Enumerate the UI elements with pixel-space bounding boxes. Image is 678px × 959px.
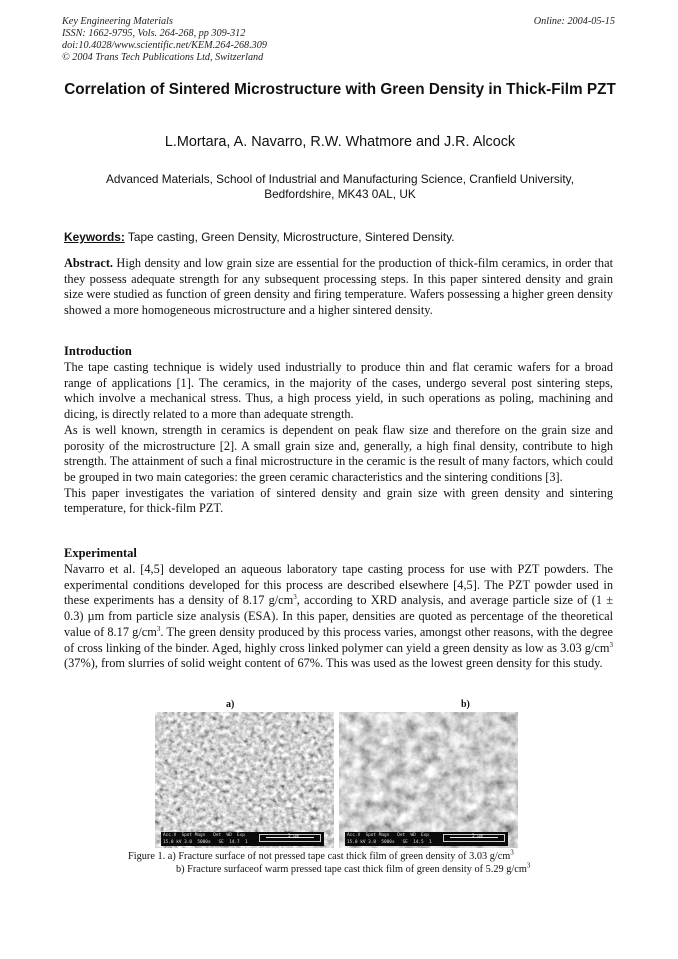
- paragraph: Navarro et al. [4,5] developed an aqueous laboratory tape casting process for use with PZT powders. The experimental conditions developed for this process are described elsewhere [4,5]. The PZT powder used in these experiments has a density of 8.17 $g/cm^3$, according to XRD analysis, and average particle size of (1 ± 0.3) µm from particle size analysis (ESA). In this paper, densities are quoted as percentage of the theoretical value of 8.17 $g/cm^3$. The green density produced by this process varies, amongst other reasons, with the degree of cross linking of the binder. Aged, highly cross linked polymer can yield a green density as low as 3.03 $g/cm^3$ (37%), from slurries of solid weight content of 67%. This was used as the lowest green density for this study.: [64, 562, 613, 671]
- affiliation-line: Advanced Materials, School of Industrial and Manufacturing Science, Cranfield University,: [106, 172, 574, 186]
- introduction-body: [64, 360, 613, 517]
- micrograph-texture-b: [339, 712, 518, 848]
- online-date: Online: 2004-05-15: [533, 16, 615, 27]
- sem-micrograph-a: [155, 712, 334, 848]
- figure-caption-line: Figure 1. a) Fracture surface of not pressed tape cast thick film of green density of 3.03 $g/cm^3$: [128, 848, 514, 862]
- abstract: [64, 256, 613, 319]
- paragraph: The tape casting technique is widely used industrially to produce thin and flat ceramic wafers for a broad range of applications [1]. The ceramics, in the majority of the cases, undergo several post sintering steps, which involve a mechanical stress. Thus, a high process yield, in such operations as poling, machining and dicing, is directly related to a more than adequate strength.: [64, 360, 613, 422]
- issn-line: ISSN: 1662-9795, Vols. 264-268, pp 309-312: [62, 28, 246, 39]
- author-list: L.Mortara, A. Navarro, R.W. Whatmore and J.R. Alcock: [164, 134, 516, 150]
- figure-label-b: b): [461, 699, 470, 710]
- section-heading-experimental: Experimental: [64, 546, 137, 560]
- paper-title: Correlation of Sintered Microstructure with Green Density in Thick-Film PZT: [64, 81, 616, 98]
- sem-info-bar: Acc.V Spot Magn Det WD Exp 15.0 kV 3.0 5000x SE 14.5 1 5 µm: [345, 832, 508, 846]
- figure-caption-line: b) Fracture surfaceof warm pressed tape cast thick film of green density of 5.29 $g/cm^3$: [176, 861, 531, 875]
- keywords: [64, 230, 618, 245]
- journal-header: [62, 16, 267, 64]
- experimental-body: [64, 562, 613, 672]
- affiliation-line: Bedfordshire, MK43 0AL, UK: [264, 187, 416, 201]
- paragraph: This paper investigates the variation of sintered density and grain size with green density and sintering temperature, for thick-film PZT.: [64, 485, 613, 516]
- keywords-text: Tape casting, Green Density, Microstructure, Sintered Density.: [124, 230, 455, 244]
- paragraph: As is well known, strength in ceramics is dependent on peak flaw size and therefore on the grain size and porosity of the microstructure [2]. A small grain size and, generally, a high final density, contribute to high strength. The attainment of such a final microstructure in the ceramic is the result of many factors, which could be grouped in two main categories: the green ceramic characteristics and the sintering conditions [3].: [64, 422, 613, 484]
- copyright-line: © 2004 Trans Tech Publications Ltd, Switzerland: [62, 52, 264, 63]
- abstract-label: Abstract.: [64, 256, 114, 270]
- journal-name: Key Engineering Materials: [62, 16, 173, 27]
- abstract-text: High density and low grain size are essential for the production of thick-film ceramics, in order that they possess adequate strength for any subsequent processing steps. In this paper sintered density and grain size were studied as function of green density and firing temperature. Wafers possessing a higher green density showed a more homogeneous microstructure and a higher sintered density.: [64, 256, 613, 318]
- figure-label-a: a): [226, 699, 235, 710]
- sem-info-bar: Acc.V Spot Magn Det WD Exp 15.0 kV 3.0 5000x SE 14.7 1 5 µm: [161, 832, 324, 846]
- affiliation: [62, 172, 618, 202]
- sem-micrograph-b: [339, 712, 518, 848]
- micrograph-texture-a: [155, 712, 334, 848]
- section-heading-introduction: Introduction: [64, 344, 132, 358]
- keywords-label: Keywords:: [64, 230, 125, 244]
- scale-bar: 5 µm: [259, 834, 321, 842]
- scale-bar: 5 µm: [443, 834, 505, 842]
- doi-line: doi:10.4028/www.scientific.net/KEM.264-268.309: [62, 40, 267, 51]
